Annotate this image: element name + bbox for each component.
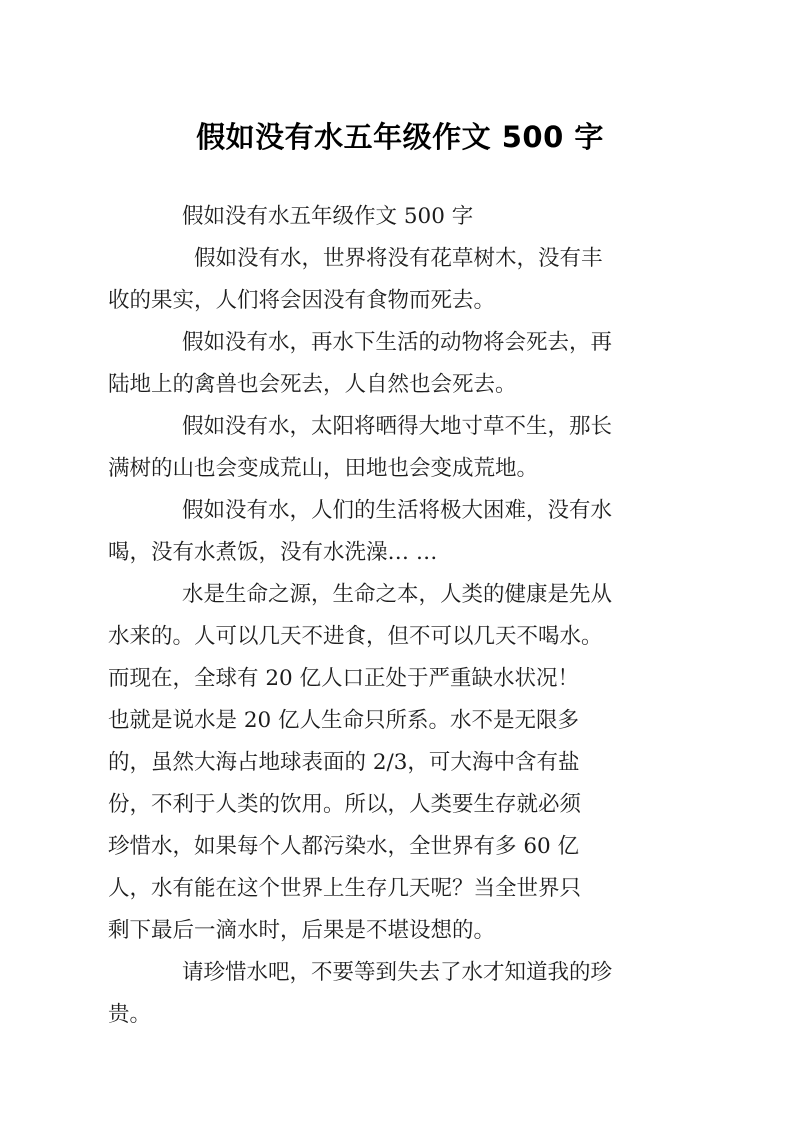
- body-line: 假如没有水，人们的生活将极大困难，没有水: [182, 498, 613, 523]
- body-line: 剩下最后一滴水时，后果是不堪设想的。: [108, 918, 496, 943]
- body-line: 假如没有水，太阳将晒得大地寸草不生，那长: [182, 414, 613, 439]
- body-line: 假如没有水，世界将没有花草树木，没有丰: [194, 246, 603, 271]
- body-line: 陆地上的禽兽也会死去，人自然也会死去。: [108, 372, 517, 397]
- body-line: 贵。: [108, 1002, 152, 1027]
- body-line: 喝，没有水煮饭，没有水洗澡… …: [108, 540, 438, 565]
- body-line: 的，虽然大海占地球表面的 2/3，可大海中含有盐: [108, 750, 580, 775]
- body-line: 请珍惜水吧，不要等到失去了水才知道我的珍: [182, 960, 613, 985]
- body-line: 珍惜水，如果每个人都污染水，全世界有多 60 亿: [108, 834, 580, 859]
- body-line: 人，水有能在这个世界上生存几天呢？当全世界只: [108, 876, 582, 901]
- body-line: 也就是说水是 20 亿人生命只所系。水不是无限多: [108, 708, 580, 733]
- body-line: 假如没有水，再水下生活的动物将会死去，再: [182, 330, 613, 355]
- body-line: 水是生命之源，生命之本，人类的健康是先从: [182, 582, 613, 607]
- document-body: [108, 196, 698, 1036]
- body-line: 水来的。人可以几天不进食，但不可以几天不喝水。: [108, 624, 603, 649]
- body-line: 满树的山也会变成荒山，田地也会变成荒地。: [108, 456, 539, 481]
- body-line: 假如没有水五年级作文 500 字: [182, 204, 474, 229]
- document-title: 假如没有水五年级作文 500 字: [196, 120, 604, 155]
- body-line: 收的果实，人们将会因没有食物而死去。: [108, 288, 496, 313]
- body-line: 份，不利于人类的饮用。所以，人类要生存就必须: [108, 792, 582, 817]
- body-line: 而现在，全球有 20 亿人口正处于严重缺水状况！: [108, 666, 580, 691]
